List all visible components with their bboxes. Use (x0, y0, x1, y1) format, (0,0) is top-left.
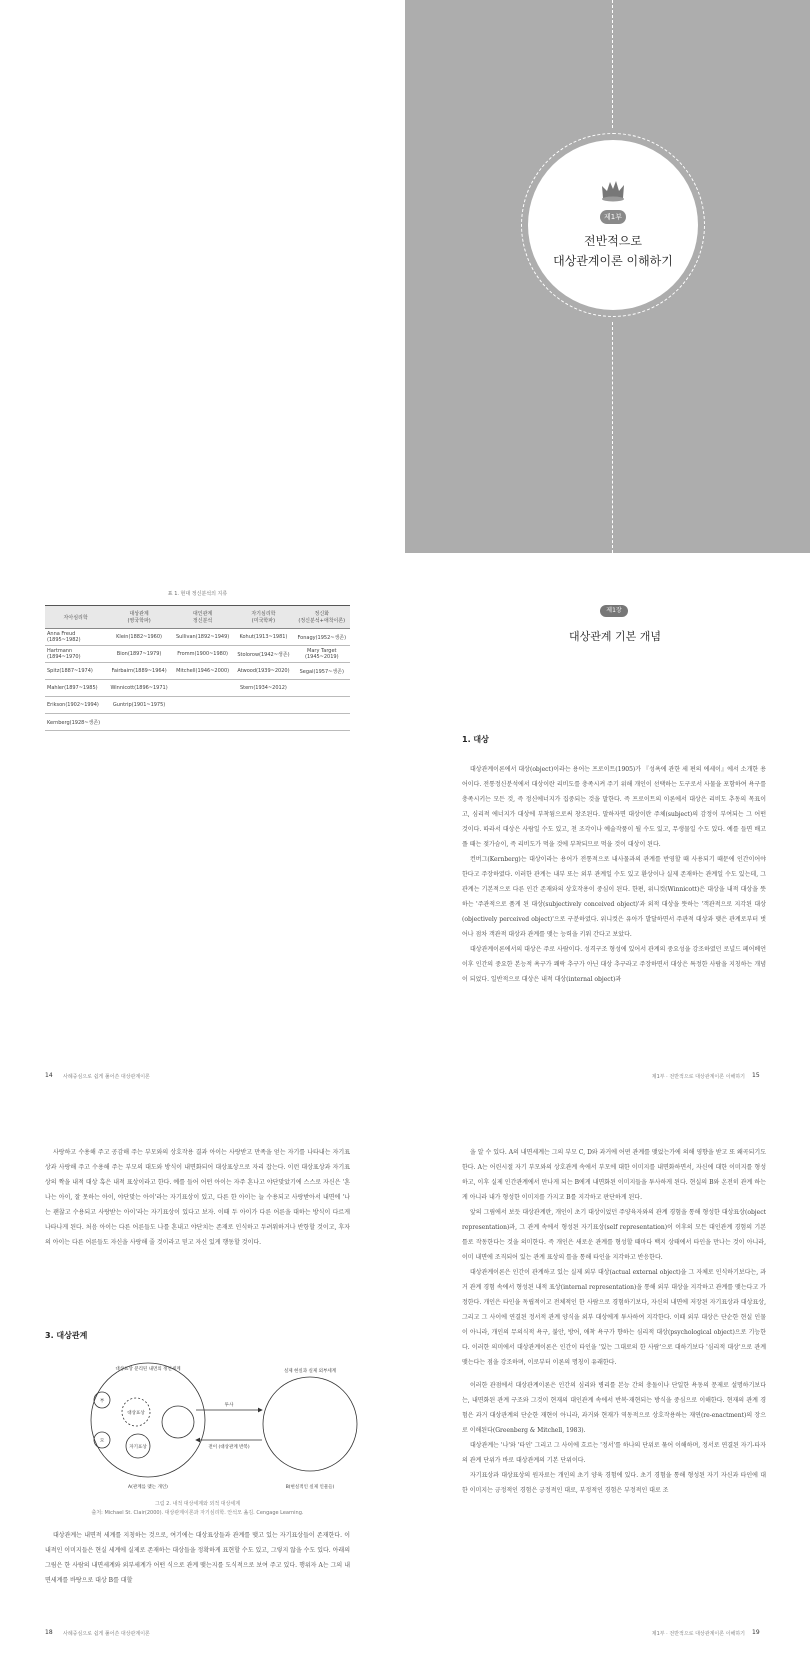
paragraph: 대상관계이론에서의 대상은 주로 사람이다. 성격구조 형성에 있어서 관계의 중요성을 강조하였던 로널드 페어베언 이후 인간의 중요한 본능적 욕구가 쾌락 추구가 아닌 대상 추구라고 주장하면서 대상은 특정한 사람을 지칭하는 개념이 되었다. 일반적으로 대상은 내적 대상(internal object)과 (462, 946, 766, 983)
table-cell (106, 714, 172, 731)
part-title-circle (528, 140, 698, 310)
page18-intro (45, 1145, 350, 1250)
table-header-row (45, 606, 350, 629)
running-head-left: 사례중심으로 쉽게 풀어쓴 대상관계이론 (63, 1631, 150, 1637)
table-cell: Atwood(1939~2020) (233, 663, 293, 680)
diagram-label: 실제 현실과 실제 외부세계 (283, 1369, 337, 1374)
table-header-cell: 대인관계 정신분석 (172, 606, 233, 629)
inner-world-circle (91, 1363, 205, 1477)
figure-caption: 그림 2. 내적 대상세계와 외적 대상세계 (154, 1501, 241, 1507)
paragraph: 을 알 수 있다. A의 내면세계는 그의 부모 C, D와 과거에 어떤 관계를 맺었는가에 의해 영향을 받고 또 왜곡되기도 한다. A는 어린시절 자기 부모와의 상호관계 속에서 부모에 대한 이미지를 내면화하면서, 자신에 대한 이미지를 형성하고, 이후 실제 인간관계에서 만나게 되는 B에게 내면화된 이미지들을 투사하게 된다. 현실의 B와 온전히 관계 하는게 아니라 내가 형성한 이미지를 가지고 B를 지각하고 판단하게 된다. (462, 1149, 766, 1201)
section-heading-object: 1. 대상 (462, 735, 489, 744)
paragraph: 앞의 그림에서 보듯 대상관계란, 개인이 초기 대상이었던 주양육자와의 관계 경험을 통해 형성한 대상표상(object representation)과, 그 관계 속에서 형성된 자기표상(self representation)이 이후의 모든 대인관계 경험의 기본 틀로 작동한다는 것을 의미한다. 즉 개인은 새로운 관계를 형성할 때마다 백지 상태에서 타인을 만나는 것이 아니라, 이미 내면에 조직되어 있는 관계 표상의 틀을 통해 타인을 지각하고 반응한다. (462, 1209, 766, 1261)
table-cell: Stolorow(1942~생존) (233, 646, 293, 663)
diagram-label: 투사 (224, 1403, 234, 1408)
table-cell: Mary Target (1945~2019) (294, 646, 350, 663)
table-cell: Fairbairn(1889~1964) (106, 663, 172, 680)
table-cell (294, 714, 350, 731)
object-relations-diagram (88, 1360, 358, 1492)
crown-ornament-icon (600, 178, 626, 202)
paragraph: 이러한 관점에서 대상관계이론은 인간의 심리와 병리를 본능 간의 충돌이나 단일한 욕동의 문제로 설명하기보다는, 내면화된 관계 구조와 그것이 현재의 대인관계 속에서 반복·재현되는 방식을 중심으로 이해한다. 현재의 관계 경험은 과거 대상관계의 단순한 재현이 아니라, 과거와 현재가 역동적으로 상호작용하는 재연(re-enactment)의 장으로 이해된다(Greenberg & Mitchell, 1983). (462, 1382, 766, 1434)
table-cell: Spitz(1887~1974) (45, 663, 106, 680)
running-head-right: 제1부 · 전반적으로 대상관계이론 이해하기 (651, 1074, 745, 1080)
table-cell (172, 714, 233, 731)
table-cell: Sullivan(1892~1949) (172, 629, 233, 646)
table-cell: Fromm(1900~1980) (172, 646, 233, 663)
table-cell: Mahler(1897~1985) (45, 680, 106, 697)
section1-body (462, 762, 766, 987)
running-head-left: 사례중심으로 쉽게 풀어쓴 대상관계이론 (63, 1074, 150, 1080)
page19-body (462, 1145, 766, 1498)
diagram-label: 부 (99, 1399, 105, 1404)
page-number-right: 19 (752, 1629, 760, 1636)
paragraph: 사랑하고 수용해 주고 공감해 주는 부모와의 상호작용 결과 아이는 사랑받고 만족을 얻는 자기를 나타내는 자기표상과 사랑해 주고 수용해 주는 부모의 대도와 방식이 내면화되어 대상표상으로 자리 잡는다. 이런 대상표상과 자기표상의 짝을 내적 대상 혹은 내적 표상이라고 한다. 예를 들어 어떤 아이는 자주 혼나고 야단맞았기에 스스로 자신은 '혼나는 아이, 잘 못하는 아이, 야단맞는 아이'라는 자기표상이 있고, 다른 한 아이는 늘 수용되고 사랑받아서 내면에 '나는 괜찮고 수용되고 사랑받는 아이'라는 자기표상이 있다고 보자. 이때 두 아이가 다른 어른을 대하는 방식이 다르게 나타나게 된다. 처음 아이는 다른 어른들도 나를 혼내고 야단치는 존재로 인식하고 두려워하거나 반항할 것이고, 후자의 아이는 다른 어른들도 자신을 사랑해 줄 것이라고 믿고 자신 있게 행동할 것이다. (45, 1149, 350, 1246)
object-rep-circle-2 (162, 1406, 194, 1438)
table-cell: Anna Freud (1895~1982) (45, 629, 106, 646)
table-cell (172, 697, 233, 714)
table-cell: Klein(1882~1960) (106, 629, 172, 646)
paragraph: 대상관계는 내면적 세계를 지칭하는 것으로, 여기에는 대상표상들과 관계를 맺고 있는 자기표상들이 존재한다. 이 내적인 이미지들은 현실 세계에 실제로 존재하는 대상들을 정확하게 표현할 수도 있고, 그렇지 않을 수도 있다. 아래의 그림은 한 사람의 내면세계와 외부세계가 어떤 식으로 관계 맺는지를 도식적으로 보여 주고 있다. 행위자 A는 그의 내면세계를 바탕으로 대상 B를 대할 (45, 1532, 350, 1584)
paragraph: 대상관계는 '나'와 '타인' 그리고 그 사이에 흐르는 '정서'를 하나의 단위로 묶어 이해하며, 정서로 연결된 자기-타자의 관계 단위가 바로 대상관계의 기본 단위이다. (462, 1442, 766, 1464)
psychoanalysis-branches-table (45, 605, 350, 731)
table-row (45, 663, 350, 680)
diagram-label: 대상표상 (127, 1411, 145, 1416)
chapter-title: 대상관계 기본 개념 (568, 630, 661, 643)
table-cell: Stern(1934~2012) (233, 680, 293, 697)
table-row (45, 697, 350, 714)
table-row (45, 629, 350, 646)
table-title: 표 1. 현대 정신분석의 지류 (167, 591, 228, 597)
diagram-label: B(현실적인 실제 인물들) (285, 1485, 335, 1490)
dashed-line-top (612, 0, 613, 128)
table-cell: Fonagy(1952~생존) (294, 629, 350, 646)
diagram-label: 모 (99, 1439, 105, 1444)
part-title-line2: 대상관계이론 이해하기 (553, 254, 673, 268)
table-cell (233, 714, 293, 731)
dashed-line-bottom (612, 322, 613, 553)
table-cell (233, 697, 293, 714)
table-cell: Bion(1897~1979) (106, 646, 172, 663)
outer-world-circle (263, 1377, 357, 1471)
part-label-badge: 제1부 (600, 210, 626, 224)
paragraph: 자기표상과 대상표상의 원자료는 개인의 초기 양육 경험에 있다. 초기 경험을 통해 형성된 자기 자신과 타인에 대한 이미지는 긍정적인 경험은 긍정적인 대로, 부정적인 경험은 부정적인 대로 조 (462, 1472, 766, 1494)
table-cell (294, 680, 350, 697)
paragraph: 컨버그(Kernberg)는 대상이라는 용어가 전통적으로 내사물과의 관계를 반영할 때 사용되기 때문에 인간이어야 한다고 주장하였다. 이러한 관계는 내부 또는 외부 관계일 수도 있고 환상이나 실제 존재하는 관계일 수도 있는데, 그 관계는 기본적으로 다른 인간 존재와의 상호작용이 중심이 된다. 한편, 위니컷(Winnicott)은 대상을 내적 대상을 뜻하는 '주관적으로 품게 된 대상(subjectively conceived object)'과 외적 대상을 뜻하는 '객관적으로 지각된 대상(objectively perceived object)'으로 구분하였다. 위니컷은 유아가 발달하면서 주관적 대상과 맺은 관계로부터 벗어나 점차 객관적 대상과 관계를 맺는 능력을 키워 간다고 보았다. (462, 856, 766, 938)
table-cell (172, 680, 233, 697)
part-title-line1: 전반적으로 (584, 234, 642, 248)
page18-body (45, 1528, 350, 1588)
page-number-right: 15 (752, 1072, 760, 1079)
table-cell: Segal(1957~생존) (294, 663, 350, 680)
diagram-label: 대상표상 분리된 내면의 정신세계 (115, 1367, 181, 1372)
table-row (45, 680, 350, 697)
table-cell: Kohut(1913~1981) (233, 629, 293, 646)
table-header-cell: 자아심리학 (45, 606, 106, 629)
table-cell: Winnicott(1896~1971) (106, 680, 172, 697)
table-cell: Erikson(1902~1994) (45, 697, 106, 714)
paragraph: 대상관계이론은 인간이 관계하고 있는 실제 외부 대상(actual external object)을 그 자체로 인식하기보다는, 과거 관계 경험 속에서 형성된 내적 표상(internal representation)을 통해 외부 대상을 지각하고 관계를 맺는다고 가정한다. 개인은 타인을 독립적이고 전체적인 한 사람으로 경험하기보다, 자신의 내면에 저장된 자기표상과 대상표상, 그리고 그 사이에 연결된 정서적 관계 양식을 외부 대상에게 투사하여 지각한다. 이때 외부 대상은 단순한 현실 인물이 아니라, 개인의 무의식적 욕구, 불안, 방어, 애착 욕구가 향하는 심리적 대상(psychological object)으로 기능한다. 이러한 의미에서 대상관계이론은 인간이 타인을 '있는 그대로의 한 사람'으로 대하기보다 '심리적 대상'으로 관계 맺는다는 점을 강조하며, 이로부터 이론의 명칭이 유래한다. (462, 1269, 766, 1366)
figure-source: 출처: Michael St. Clair(2000). 대상관계이론과 자기심리학. 안석모 옮김. Cengage Learning. (91, 1510, 304, 1516)
table-row (45, 646, 350, 663)
section-heading-object-relations: 3. 대상관계 (45, 1331, 88, 1340)
page-number-left: 18 (45, 1629, 53, 1636)
running-head-right: 제1부 · 전반적으로 대상관계이론 이해하기 (651, 1631, 745, 1637)
table-header-cell: 자기심리학 (미국학파) (233, 606, 293, 629)
page-number-left: 14 (45, 1072, 53, 1079)
paragraph: 대상관계이론에서 대상(object)이라는 용어는 프로이트(1905)가 『성욕에 관한 세 편의 에세이』에서 소개한 용어이다. 전통정신분석에서 대상이란 리비도를 충족시켜 주기 위해 개인이 선택하는 도구로서 사물을 포함하여 욕구를 충족시키는 모든 것, 즉 정신에너지가 집중되는 것을 말한다. 즉 프로이트의 이론에서 대상은 리비도 추동의 목표이고, 심리적 에너지가 대상에 부착됨으로써 창조된다. 말하자면 대상이란 주체(subject)의 감정이 부여되는 그 어떤 것이다. 따라서 대상은 사람일 수도 있고, 천 조각이나 예술작품이 될 수도 있고, 무생물일 수도 있다. 예를 들면 배고플 때는 젖가슴이, 즉 리비도가 먹을 것에 부착되므로 먹을 것이 대상이 된다. (462, 766, 766, 848)
table-cell (294, 697, 350, 714)
diagram-label: A(관계를 맺는 개인) (128, 1485, 168, 1490)
table-cell: Mitchell(1946~2000) (172, 663, 233, 680)
chapter-badge: 제1장 (600, 605, 628, 617)
table-cell: Guntrip(1901~1975) (106, 697, 172, 714)
table-cell: Kernberg(1928~생존) (45, 714, 106, 731)
table-row (45, 714, 350, 731)
diagram-label: 전이 (대상관계 반복) (208, 1445, 250, 1450)
diagram-label: 자기표상 (129, 1445, 147, 1450)
table-header-cell: 대상관계 (영국학파) (106, 606, 172, 629)
table-cell: Hartmann (1894~1970) (45, 646, 106, 663)
table-header-cell: 정신화 (정신분석+애착이론) (294, 606, 350, 629)
